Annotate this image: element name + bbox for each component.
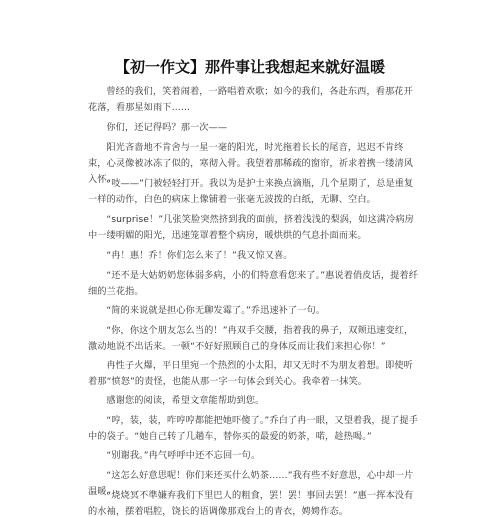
paragraph-9: “你，你这个朋友怎么当的！”冉双手交腰，指着我的鼻子，双颊迅速变红，激动地说不出话来。一顿“不好好照顾自己的身体反而让我们来担心你！” bbox=[88, 325, 414, 352]
document-title: 【初一作文】那件事让我想起来就好温暖 bbox=[114, 58, 385, 76]
paragraph-12: “哼，装，装，咋哼哼都能把她吓傻了。”乔白了冉一眼，又望着我，提了提手中的袋子。“她自己转了几趟车，替你买的最爱的奶茶，喏，趁热喝。” bbox=[88, 415, 418, 442]
paragraph-4: “吱——”门被轻轻打开。我以为是护士来换点滴瓶，几个星期了，总是重复一样的动作，白色的病床上像铺着一张毫无波拨的白纸，无聊、空白。 bbox=[88, 178, 414, 205]
paragraph-7: “还不是大姑奶奶您体弱多病，小的们特意看您来了。”惠说着俏皮话，提着纤细的兰花指。 bbox=[88, 270, 418, 297]
paragraph-10: 冉性子火爆，平日里宛一个热烈的小太阳，却又无时不为朋友着想。即使听着那“愤怒”的责怪，也能从那一字一句体会到关心。我牵着一抹笑。 bbox=[88, 360, 413, 387]
paragraph-15: “烧烧冥不準嫌弃我们下里巴人的粗食，罢！罢！事回去罢！”惠一挥本没有的水袖，摆着唱腔，饶长的语调像那戏台上的青衣，娉娉作态。 bbox=[88, 490, 414, 517]
paragraph-8: “简的来说就是担心你无聊发霉了。”乔迅速补了一句。 bbox=[106, 305, 326, 316]
paragraph-11: 感谢您的阅读，希望文章能帮助到您。 bbox=[106, 395, 265, 406]
paragraph-13: “别谢我。”冉气呼呼中还不忘回一句。 bbox=[106, 450, 261, 461]
paragraph-6: “冉！惠！乔！你们怎么来了！”我又惊又喜。 bbox=[106, 250, 293, 261]
paragraph-3: 阳光吝啬地不肯舍与一星一毫的阳光，时光拖着长长的尾音，迟迟不肯终束，心灵像被冰冻了似的，寒彻入骨。我望着那稀疏的窗帘，祈求着携一缕清风入怀。 bbox=[88, 142, 414, 185]
paragraph-2: 你们，还记得吗？那一次—— bbox=[106, 122, 228, 133]
paragraph-5: “surprise！”几张笑脸突然挤到我的面前，挤着浅浅的梨涡，如这满冷病房中一缕明媚的阳光，迅速笼罩着整个病房，暖烘烘的气息扑面而来。 bbox=[88, 214, 414, 241]
paragraph-14: “这怎么好意思呢！你们来还买什么奶茶……”我有些不好意思，心中却一片温暖。 bbox=[88, 470, 414, 497]
paragraph-1: 曾经的我们，笑着闹着，一路唱着欢歌；如今的我们，各赴东西，看那花开花落，看那星如雨下…… bbox=[88, 86, 413, 113]
